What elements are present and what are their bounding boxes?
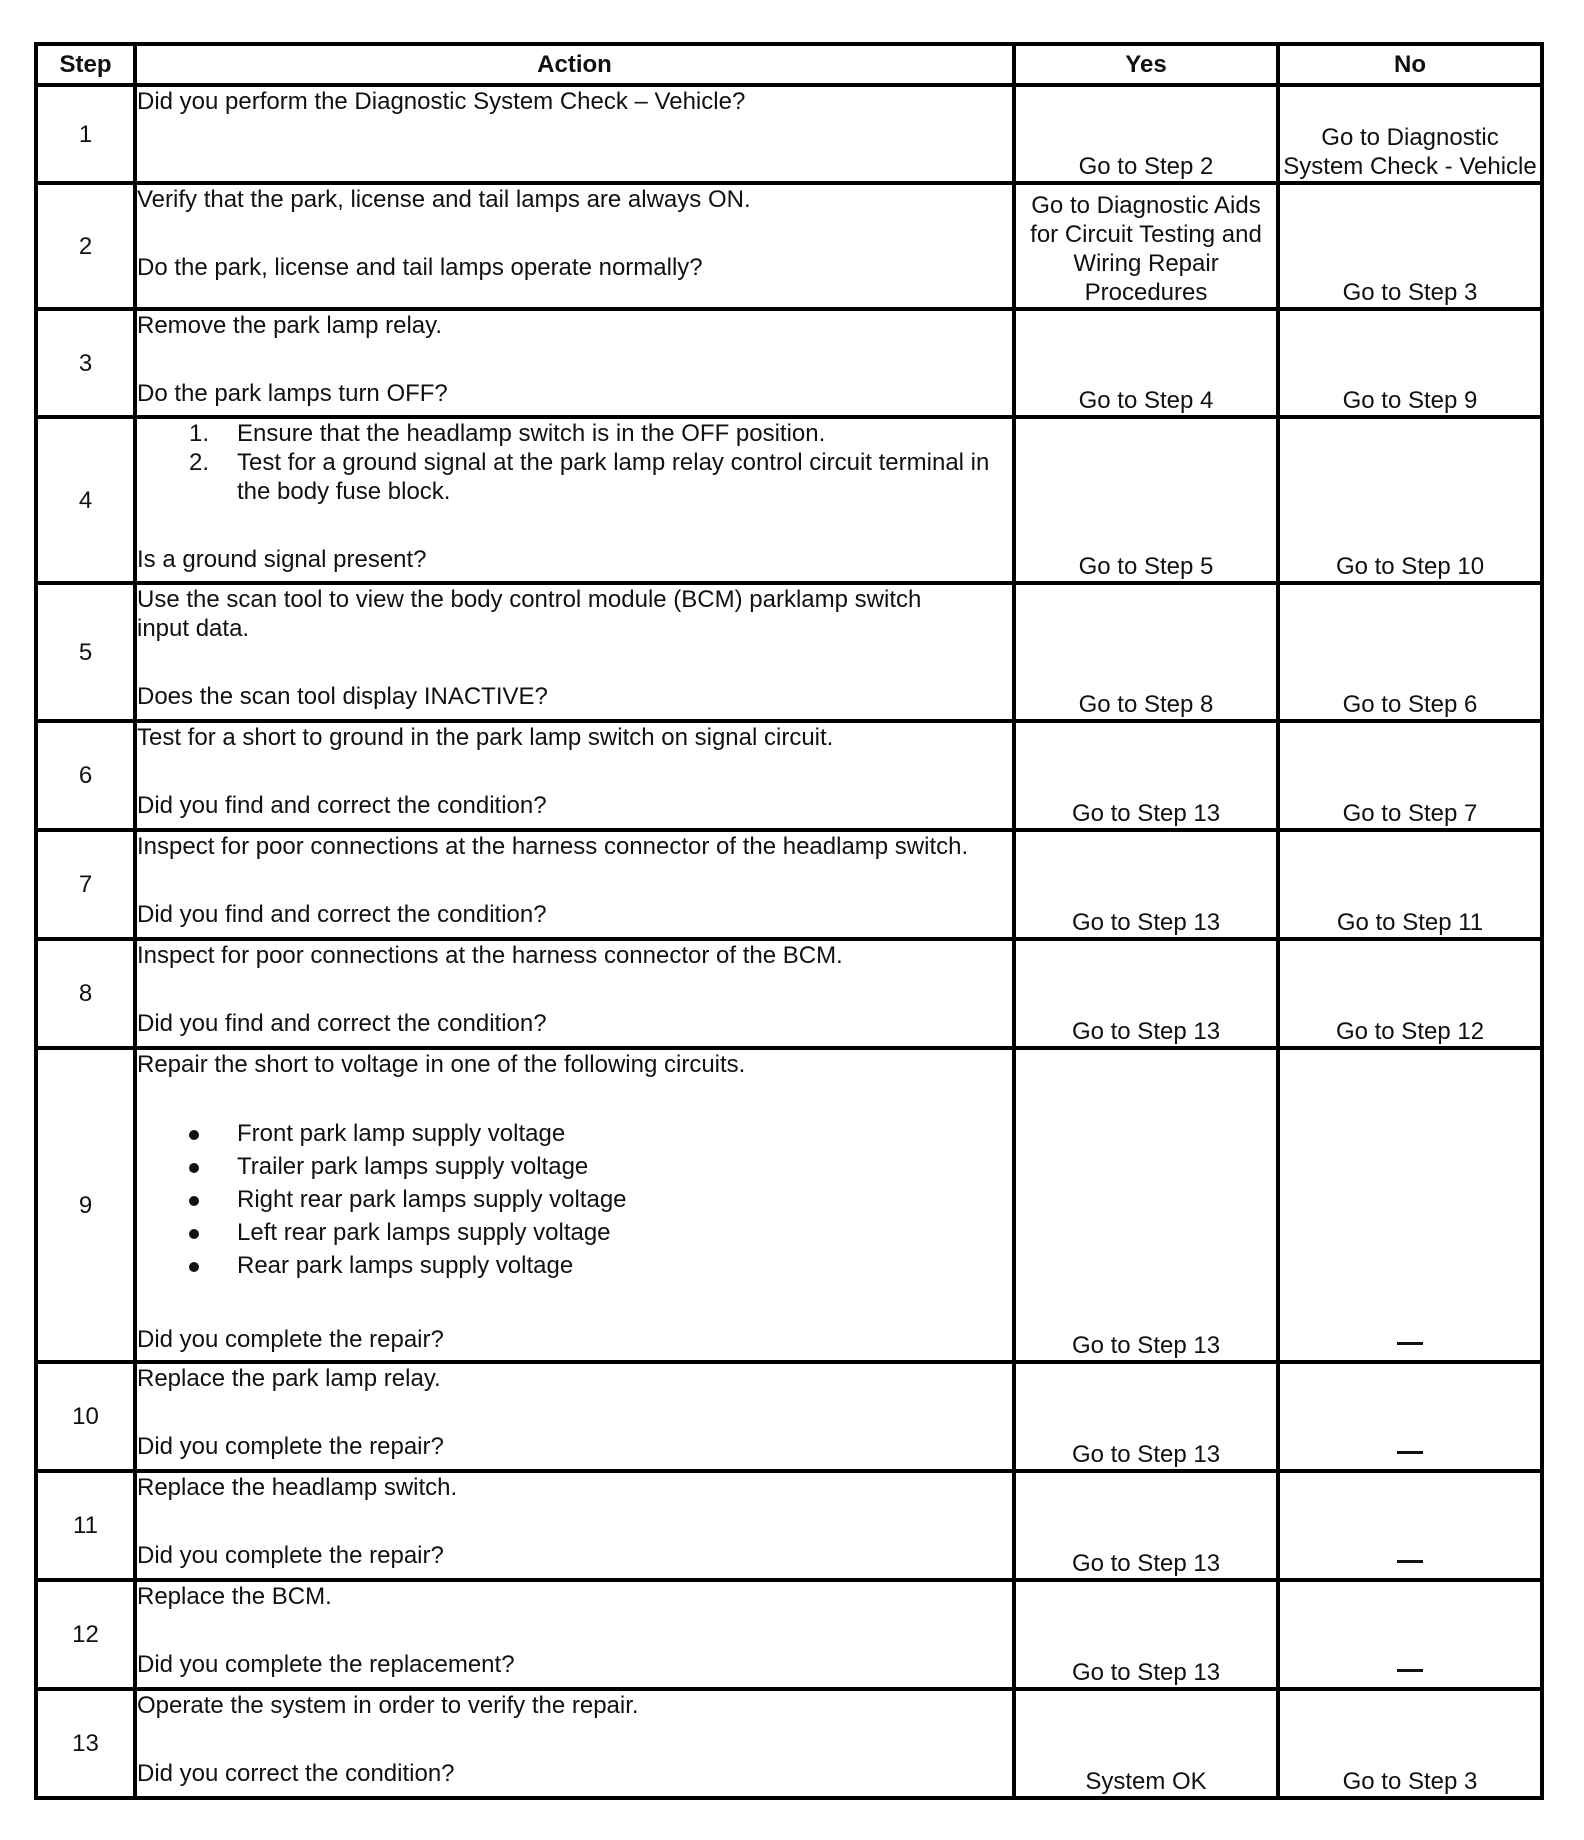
dash-mark bbox=[1397, 1451, 1423, 1454]
dash-mark bbox=[1397, 1560, 1423, 1563]
bullet-icon bbox=[189, 1130, 199, 1140]
bullet-icon bbox=[189, 1163, 199, 1173]
step-number: 11 bbox=[36, 1471, 135, 1580]
table-row bbox=[36, 721, 1542, 830]
action-question: Did you correct the condition? bbox=[137, 1760, 455, 1787]
list-item bbox=[137, 1218, 1012, 1247]
bullet-icon bbox=[189, 1196, 199, 1206]
table-row bbox=[36, 1471, 1542, 1580]
table-row bbox=[36, 1362, 1542, 1471]
yes-cell: Go to Step 13 bbox=[1014, 1580, 1278, 1689]
yes-cell: Go to Step 13 bbox=[1014, 830, 1278, 939]
no-cell: Go to Step 3 bbox=[1278, 183, 1542, 309]
step-number: 9 bbox=[36, 1048, 135, 1362]
no-cell: Go to Step 3 bbox=[1278, 1689, 1542, 1798]
no-cell bbox=[1278, 1048, 1542, 1362]
table-row bbox=[36, 939, 1542, 1048]
step-number: 7 bbox=[36, 830, 135, 939]
step-number: 3 bbox=[36, 309, 135, 417]
action-question: Did you find and correct the condition? bbox=[137, 792, 547, 819]
list-text: Front park lamp supply voltage bbox=[237, 1120, 566, 1147]
list-text: Rear park lamps supply voltage bbox=[237, 1252, 574, 1279]
action-question: Do the park, license and tail lamps operate normally? bbox=[137, 254, 703, 281]
action-cell bbox=[135, 939, 1014, 1048]
action-question: Do the park lamps turn OFF? bbox=[137, 380, 448, 407]
list-item bbox=[137, 1251, 1012, 1280]
step-number: 8 bbox=[36, 939, 135, 1048]
action-text: Replace the headlamp switch. bbox=[137, 1474, 458, 1501]
yes-cell: Go to Step 5 bbox=[1014, 417, 1278, 583]
header-yes: Yes bbox=[1014, 44, 1278, 85]
action-question: Did you complete the repair? bbox=[137, 1542, 444, 1569]
list-item bbox=[137, 1185, 1012, 1214]
list-item bbox=[137, 448, 1012, 506]
action-question: Does the scan tool display INACTIVE? bbox=[137, 683, 548, 710]
yes-cell: Go to Step 2 bbox=[1014, 85, 1278, 183]
action-question: Did you find and correct the condition? bbox=[137, 1010, 547, 1037]
action-text: Inspect for poor connections at the harness connector of the headlamp switch. bbox=[137, 833, 969, 860]
table-row bbox=[36, 1580, 1542, 1689]
list-text: Ensure that the headlamp switch is in the OFF position. bbox=[237, 420, 826, 447]
yes-cell: Go to Step 8 bbox=[1014, 583, 1278, 721]
action-cell bbox=[135, 721, 1014, 830]
step-number: 6 bbox=[36, 721, 135, 830]
action-cell bbox=[135, 1362, 1014, 1471]
action-question: Did you find and correct the condition? bbox=[137, 901, 547, 928]
yes-cell: Go to Step 4 bbox=[1014, 309, 1278, 417]
action-text: Replace the park lamp relay. bbox=[137, 1365, 441, 1392]
list-item bbox=[137, 1152, 1012, 1181]
bullet-icon bbox=[189, 1262, 199, 1272]
bullet-icon bbox=[189, 1229, 199, 1239]
no-cell: Go to Step 9 bbox=[1278, 309, 1542, 417]
action-cell bbox=[135, 1689, 1014, 1798]
table-row bbox=[36, 830, 1542, 939]
action-text: Replace the BCM. bbox=[137, 1583, 332, 1610]
header-step: Step bbox=[36, 44, 135, 85]
list-text: Left rear park lamps supply voltage bbox=[237, 1219, 611, 1246]
yes-cell: Go to Step 13 bbox=[1014, 939, 1278, 1048]
header-no: No bbox=[1278, 44, 1542, 85]
action-cell bbox=[135, 583, 1014, 721]
table-row bbox=[36, 183, 1542, 309]
bullet-list bbox=[137, 1119, 1012, 1280]
numbered-list bbox=[137, 419, 1012, 506]
no-cell: Go to Diagnostic System Check - Vehicle bbox=[1278, 85, 1542, 183]
action-question: Did you complete the repair? bbox=[137, 1326, 444, 1353]
dash-mark bbox=[1397, 1342, 1423, 1345]
table-row bbox=[36, 1689, 1542, 1798]
no-cell: Go to Step 7 bbox=[1278, 721, 1542, 830]
yes-cell: Go to Step 13 bbox=[1014, 1362, 1278, 1471]
no-cell bbox=[1278, 1362, 1542, 1471]
no-cell: Go to Step 12 bbox=[1278, 939, 1542, 1048]
yes-cell: Go to Step 13 bbox=[1014, 721, 1278, 830]
no-cell: Go to Step 6 bbox=[1278, 583, 1542, 721]
yes-cell: Go to Step 13 bbox=[1014, 1048, 1278, 1362]
header-action: Action bbox=[135, 44, 1014, 85]
step-number: 1 bbox=[36, 85, 135, 183]
step-number: 13 bbox=[36, 1689, 135, 1798]
yes-cell: System OK bbox=[1014, 1689, 1278, 1798]
list-item bbox=[137, 1119, 1012, 1148]
action-text: Test for a short to ground in the park lamp switch on signal circuit. bbox=[137, 724, 834, 751]
no-cell bbox=[1278, 1471, 1542, 1580]
list-number: 2. bbox=[189, 449, 210, 476]
step-number: 2 bbox=[36, 183, 135, 309]
no-cell: Go to Step 10 bbox=[1278, 417, 1542, 583]
step-number: 4 bbox=[36, 417, 135, 583]
action-text: Remove the park lamp relay. bbox=[137, 312, 443, 339]
action-cell bbox=[135, 85, 1014, 183]
table-row bbox=[36, 309, 1542, 417]
action-question: Did you complete the repair? bbox=[137, 1433, 444, 1460]
yes-cell: Go to Diagnostic Aids for Circuit Testing and Wiring Repair Procedures bbox=[1014, 183, 1278, 309]
dash-mark bbox=[1397, 1669, 1423, 1672]
action-cell bbox=[135, 183, 1014, 309]
step-number: 5 bbox=[36, 583, 135, 721]
list-text: Right rear park lamps supply voltage bbox=[237, 1186, 627, 1213]
diagnostic-table bbox=[34, 42, 1544, 1800]
yes-cell: Go to Step 13 bbox=[1014, 1471, 1278, 1580]
action-text: Operate the system in order to verify the repair. bbox=[137, 1692, 639, 1719]
action-question: Is a ground signal present? bbox=[137, 546, 427, 573]
step-number: 10 bbox=[36, 1362, 135, 1471]
action-cell bbox=[135, 1580, 1014, 1689]
action-text: Repair the short to voltage in one of the following circuits. bbox=[137, 1051, 746, 1078]
action-text: Verify that the park, license and tail lamps are always ON. bbox=[137, 186, 751, 213]
table-row bbox=[36, 583, 1542, 721]
action-cell bbox=[135, 1048, 1014, 1362]
header-row bbox=[36, 44, 1542, 85]
no-cell: Go to Step 11 bbox=[1278, 830, 1542, 939]
action-question: Did you complete the replacement? bbox=[137, 1651, 515, 1678]
action-text: Did you perform the Diagnostic System Check – Vehicle? bbox=[137, 88, 746, 115]
no-cell bbox=[1278, 1580, 1542, 1689]
action-cell bbox=[135, 417, 1014, 583]
list-item bbox=[137, 419, 1012, 448]
list-text: Test for a ground signal at the park lamp relay control circuit terminal in the body fuse block. bbox=[237, 449, 990, 505]
action-cell bbox=[135, 830, 1014, 939]
step-number: 12 bbox=[36, 1580, 135, 1689]
action-text: Inspect for poor connections at the harness connector of the BCM. bbox=[137, 942, 843, 969]
list-text: Trailer park lamps supply voltage bbox=[237, 1153, 589, 1180]
table-row bbox=[36, 417, 1542, 583]
action-cell bbox=[135, 309, 1014, 417]
table-row bbox=[36, 85, 1542, 183]
action-text: Use the scan tool to view the body control module (BCM) parklamp switch input data. bbox=[137, 586, 922, 642]
action-cell bbox=[135, 1471, 1014, 1580]
list-number: 1. bbox=[189, 420, 210, 447]
table-row bbox=[36, 1048, 1542, 1362]
